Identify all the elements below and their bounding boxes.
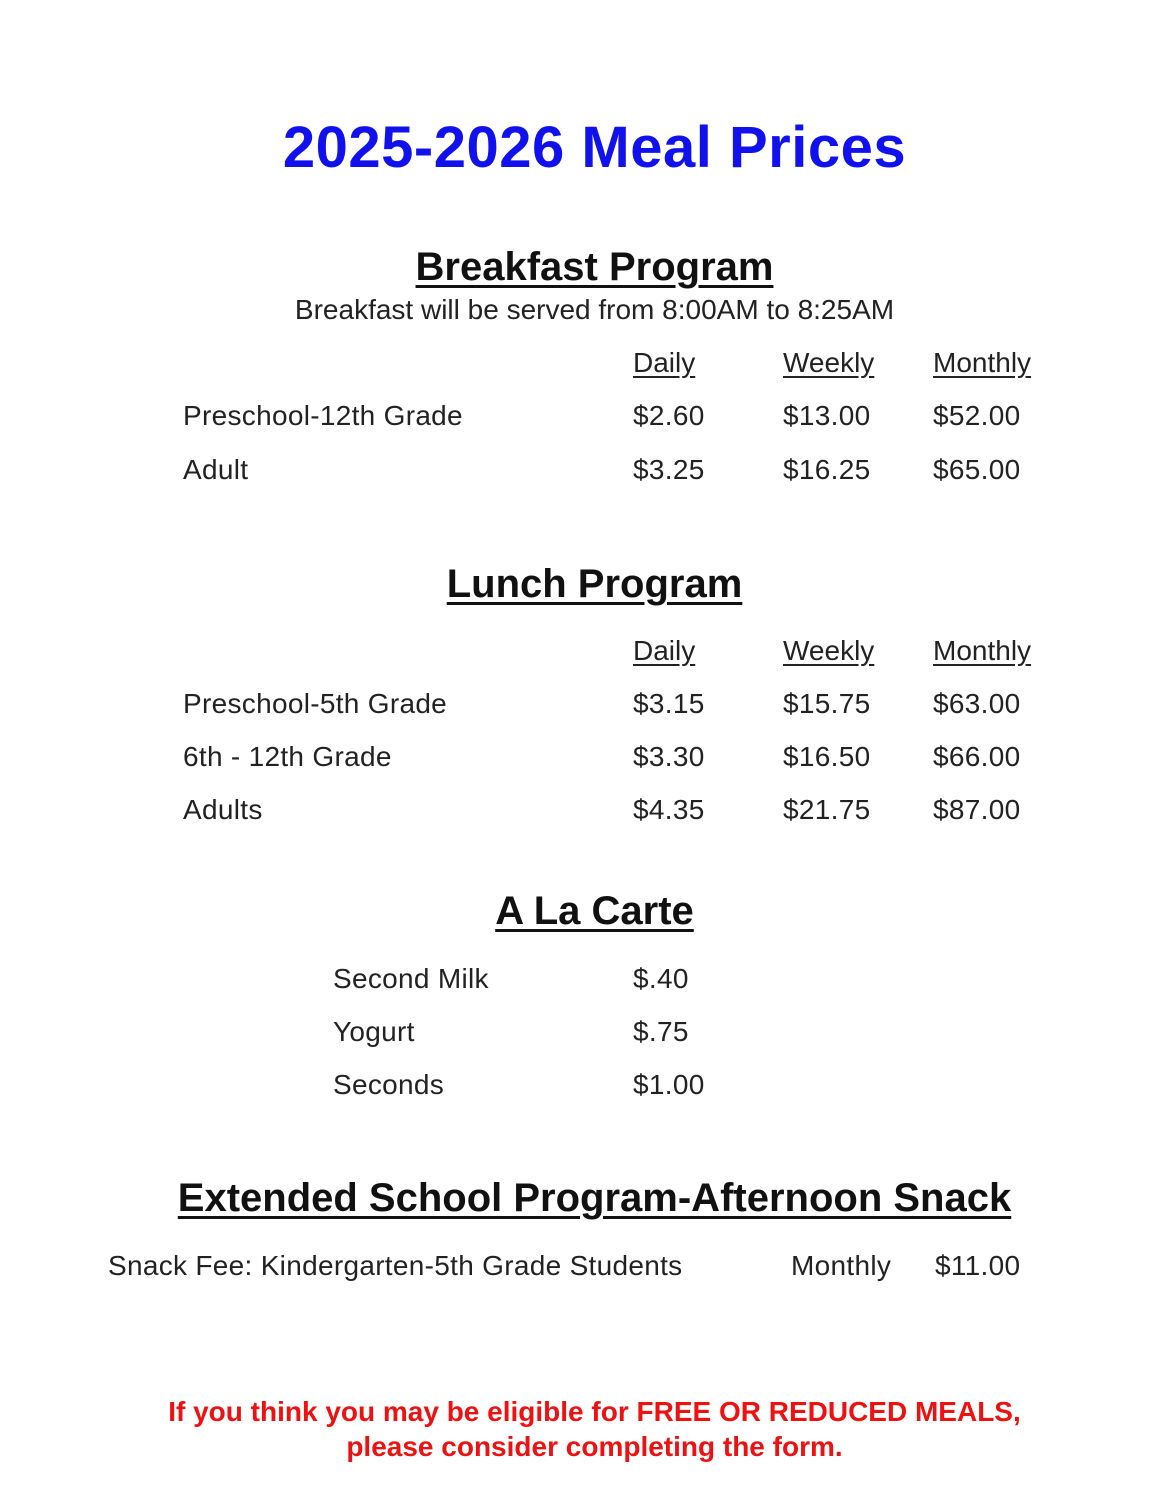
monthly-price: $52.00 [933,400,1021,431]
a-la-carte-heading: A La Carte [495,889,694,933]
monthly-price: $87.00 [933,794,1021,825]
row-label: Adult [183,454,249,485]
daily-price: $4.35 [633,794,705,825]
daily-price: $3.25 [633,454,705,485]
item-price: $.75 [633,1016,689,1047]
monthly-price: $63.00 [933,688,1021,719]
item-price: $1.00 [633,1069,705,1100]
item-label: Yogurt [333,1016,415,1047]
free-reduced-notice [0,1394,1159,1464]
breakfast-schedule: Breakfast will be served from 8:00AM to 8:25AM [294,294,895,325]
lunch-col-monthly: Monthly [933,635,1032,666]
row-label: Preschool-5th Grade [183,688,448,719]
daily-price: $3.15 [633,688,705,719]
breakfast-col-weekly: Weekly [783,347,875,378]
daily-price: $2.60 [633,400,705,431]
lunch-heading: Lunch Program [446,562,743,606]
item-label: Seconds [333,1069,445,1100]
notice-line-2: please consider completing the form. [346,1431,843,1462]
monthly-price: $65.00 [933,454,1021,485]
weekly-price: $16.50 [783,741,871,772]
snack-fee-label: Snack Fee: Kindergarten-5th Grade Students [108,1250,683,1281]
breakfast-heading: Breakfast Program [415,245,774,289]
daily-price: $3.30 [633,741,705,772]
notice-line-1: If you think you may be eligible for FREE OR REDUCED MEALS, [168,1396,1021,1427]
weekly-price: $15.75 [783,688,871,719]
row-label: 6th - 12th Grade [183,741,392,772]
weekly-price: $21.75 [783,794,871,825]
extended-program-heading: Extended School Program-Afternoon Snack [177,1176,1012,1220]
snack-fee-price: $11.00 [935,1250,1021,1281]
item-label: Second Milk [333,963,489,994]
breakfast-col-monthly: Monthly [933,347,1032,378]
monthly-price: $66.00 [933,741,1021,772]
weekly-price: $16.25 [783,454,871,485]
page-title: 2025-2026 Meal Prices [282,115,907,180]
lunch-col-weekly: Weekly [783,635,875,666]
item-price: $.40 [633,963,689,994]
snack-fee-period: Monthly [791,1250,892,1281]
weekly-price: $13.00 [783,400,871,431]
breakfast-col-daily: Daily [633,347,696,378]
row-label: Preschool-12th Grade [183,400,463,431]
row-label: Adults [183,794,263,825]
lunch-col-daily: Daily [633,635,696,666]
